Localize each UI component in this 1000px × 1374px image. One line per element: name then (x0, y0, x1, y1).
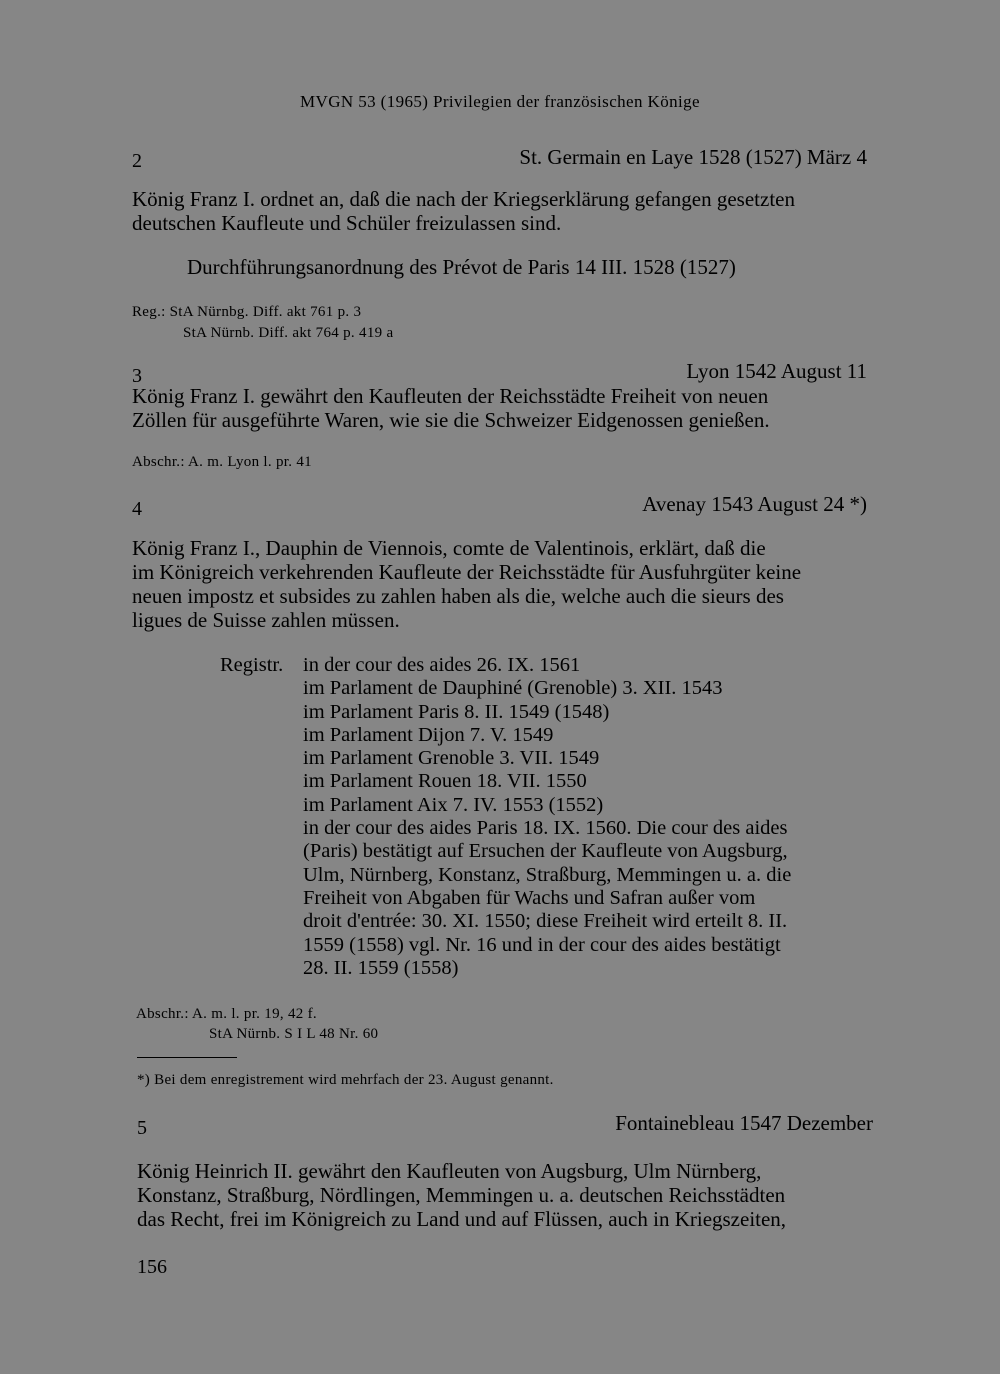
text-line: König Franz I. gewährt den Kaufleuten der Reichsstädte Freiheit von neuen (132, 384, 769, 408)
registr-line: im Parlament Grenoble 3. VII. 1549 (303, 747, 600, 770)
page-number: 156 (137, 1256, 167, 1278)
text-line: König Heinrich II. gewährt den Kaufleuten von Augsburg, Ulm Nürnberg, (137, 1159, 762, 1183)
entry-text (137, 1159, 877, 1231)
registr-line: in der cour des aides Paris 18. IX. 1560. Die cour des aides (303, 817, 788, 840)
entry-number: 4 (132, 498, 142, 520)
entry-place-date: St. Germain en Laye 1528 (1527) März 4 (519, 145, 867, 169)
entry-place-date: Avenay 1543 August 24 *) (642, 492, 867, 516)
registr-line: Ulm, Nürnberg, Konstanz, Straßburg, Memmingen u. a. die (303, 863, 792, 886)
reference-line: StA Nürnb. Diff. akt 764 p. 419 a (183, 325, 394, 341)
registr-line: im Parlament Paris 8. II. 1549 (1548) (303, 700, 610, 723)
registr-line: 28. II. 1559 (1558) (303, 956, 459, 979)
registr-line: droit d'entrée: 30. XI. 1550; diese Freiheit wird erteilt 8. II. (303, 910, 788, 933)
registr-line: im Parlament Rouen 18. VII. 1550 (303, 770, 587, 793)
text-line: im Königreich verkehrenden Kaufleute der Reichsstädte für Ausfuhrgüter keine (132, 560, 802, 584)
text-line: Konstanz, Straßburg, Nördlingen, Memmingen u. a. deutschen Reichsstädten (137, 1183, 786, 1207)
text-line: König Franz I., Dauphin de Viennois, comte de Valentinois, erklärt, daß die (132, 536, 766, 560)
reference-line: Reg.: StA Nürnbg. Diff. akt 761 p. 3 (132, 304, 362, 320)
registr-list (303, 654, 791, 980)
running-header: MVGN 53 (1965) Privilegien der französischen Könige (300, 92, 700, 111)
entry-place-date: Fontainebleau 1547 Dezember (615, 1111, 873, 1135)
footnote-rule (137, 1057, 237, 1058)
text-line: Zöllen für ausgeführte Waren, wie sie die Schweizer Eidgenossen genießen. (132, 408, 770, 432)
reference-line: Abschr.: A. m. Lyon l. pr. 41 (132, 454, 312, 470)
text-line: König Franz I. ordnet an, daß die nach der Kriegserklärung gefangen gesetzten (132, 187, 795, 211)
registr-line: im Parlament Dijon 7. V. 1549 (303, 723, 554, 746)
text-line: neuen impostz et subsides zu zahlen haben als die, welche auch die sieurs des (132, 584, 784, 608)
entry-note: Durchführungsanordnung des Prévot de Paris 14 III. 1528 (1527) (187, 255, 736, 279)
reference-line: Abschr.: A. m. l. pr. 19, 42 f. (136, 1006, 317, 1022)
text-line: deutschen Kaufleute und Schüler freizulassen sind. (132, 211, 562, 235)
registr-line: im Parlament de Dauphiné (Grenoble) 3. XII. 1543 (303, 677, 723, 700)
registr-line: Freiheit von Abgaben für Wachs und Safran außer vom (303, 886, 756, 909)
registr-label: Registr. (220, 654, 284, 676)
entry-number: 5 (137, 1117, 147, 1139)
registr-line: (Paris) bestätigt auf Ersuchen der Kaufleute von Augsburg, (303, 840, 788, 863)
reference-line: StA Nürnb. S I L 48 Nr. 60 (209, 1026, 379, 1042)
registr-line: im Parlament Aix 7. IV. 1553 (1552) (303, 793, 604, 816)
entry-number: 2 (132, 150, 142, 172)
entry-number: 3 (132, 365, 142, 387)
entry-text (132, 536, 872, 632)
entry-text (132, 187, 872, 235)
registr-line: 1559 (1558) vgl. Nr. 16 und in der cour des aides bestätigt (303, 933, 781, 956)
registr-line: in der cour des aides 26. IX. 1561 (303, 654, 581, 676)
footnote: *) Bei dem enregistrement wird mehrfach der 23. August genannt. (137, 1072, 554, 1088)
entry-place-date: Lyon 1542 August 11 (686, 359, 867, 383)
entry-text (132, 384, 872, 432)
text-line: ligues de Suisse zahlen müssen. (132, 608, 400, 632)
text-line: das Recht, frei im Königreich zu Land und auf Flüssen, auch in Kriegszeiten, (137, 1207, 787, 1231)
